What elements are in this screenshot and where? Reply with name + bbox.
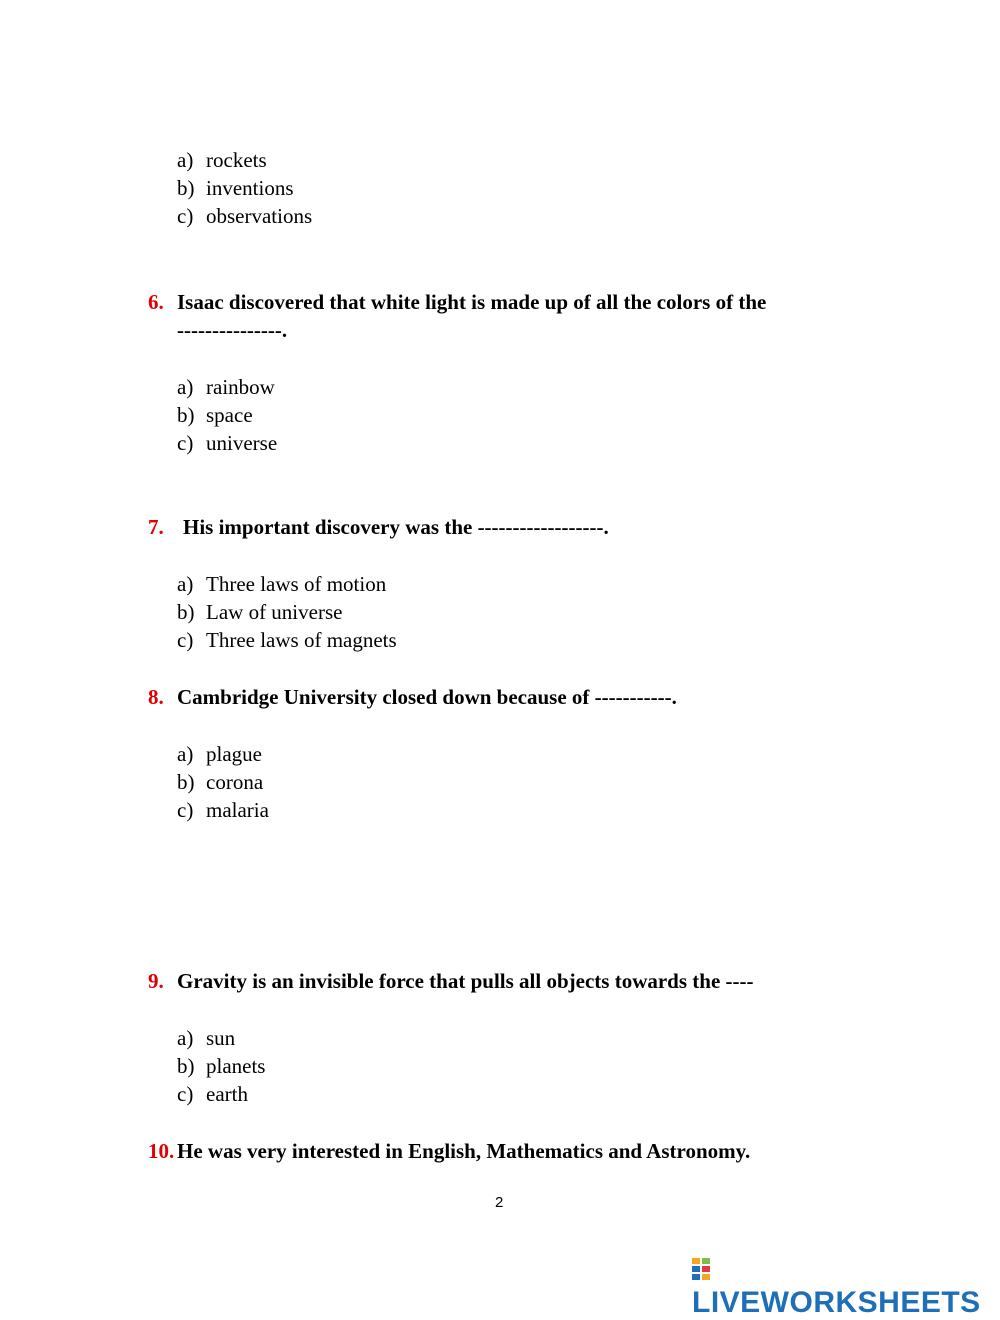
q8-options (177, 740, 269, 824)
option-a[interactable]: a) Three laws of motion (177, 572, 387, 596)
option-a[interactable]: a) plague (177, 742, 262, 766)
question-number: 9. (148, 969, 164, 993)
option-c[interactable]: c) observations (177, 204, 313, 228)
question-number: 10. (148, 1139, 175, 1163)
q7-options (177, 570, 397, 654)
q5-options (177, 146, 312, 230)
question-number: 8. (148, 685, 164, 709)
option-c[interactable]: c) universe (177, 431, 278, 455)
question-text: His important discovery was the ------------------. (183, 515, 609, 539)
option-b[interactable]: b) corona (177, 770, 264, 794)
question-9 (0, 967, 1000, 997)
question-text: Gravity is an invisible force that pulls all objects towards the ---- (177, 969, 754, 993)
brand-logo (692, 1252, 1000, 1320)
brand-name: LIVEWORKSHEETS (692, 1286, 981, 1319)
question-10 (0, 1137, 1000, 1167)
option-c[interactable]: c) malaria (177, 798, 269, 822)
question-8 (0, 683, 1000, 713)
option-a[interactable]: a) rainbow (177, 375, 275, 399)
option-b[interactable]: b) planets (177, 1054, 266, 1078)
question-text: Cambridge University closed down because of -----------. (177, 685, 677, 709)
option-a[interactable]: a) sun (177, 1026, 236, 1050)
option-b[interactable]: b) inventions (177, 176, 294, 200)
option-c[interactable]: c) earth (177, 1082, 248, 1106)
option-b[interactable]: b) Law of universe (177, 600, 343, 624)
option-b[interactable]: b) space (177, 403, 253, 427)
question-6 (0, 288, 1000, 348)
question-blank: ---------------. (177, 318, 288, 342)
page-number: 2 (495, 1194, 504, 1211)
question-text: Isaac discovered that white light is made up of all the colors of the (177, 290, 767, 314)
question-text: He was very interested in English, Mathematics and Astronomy. (177, 1139, 751, 1163)
question-number: 7. (148, 515, 164, 539)
q6-options (177, 373, 277, 457)
question-number: 6. (148, 290, 164, 314)
q9-options (177, 1024, 265, 1108)
option-a[interactable]: a) rockets (177, 148, 267, 172)
liveworksheets-logo-icon (692, 1258, 710, 1280)
question-7 (0, 513, 1000, 543)
option-c[interactable]: c) Three laws of magnets (177, 628, 397, 652)
